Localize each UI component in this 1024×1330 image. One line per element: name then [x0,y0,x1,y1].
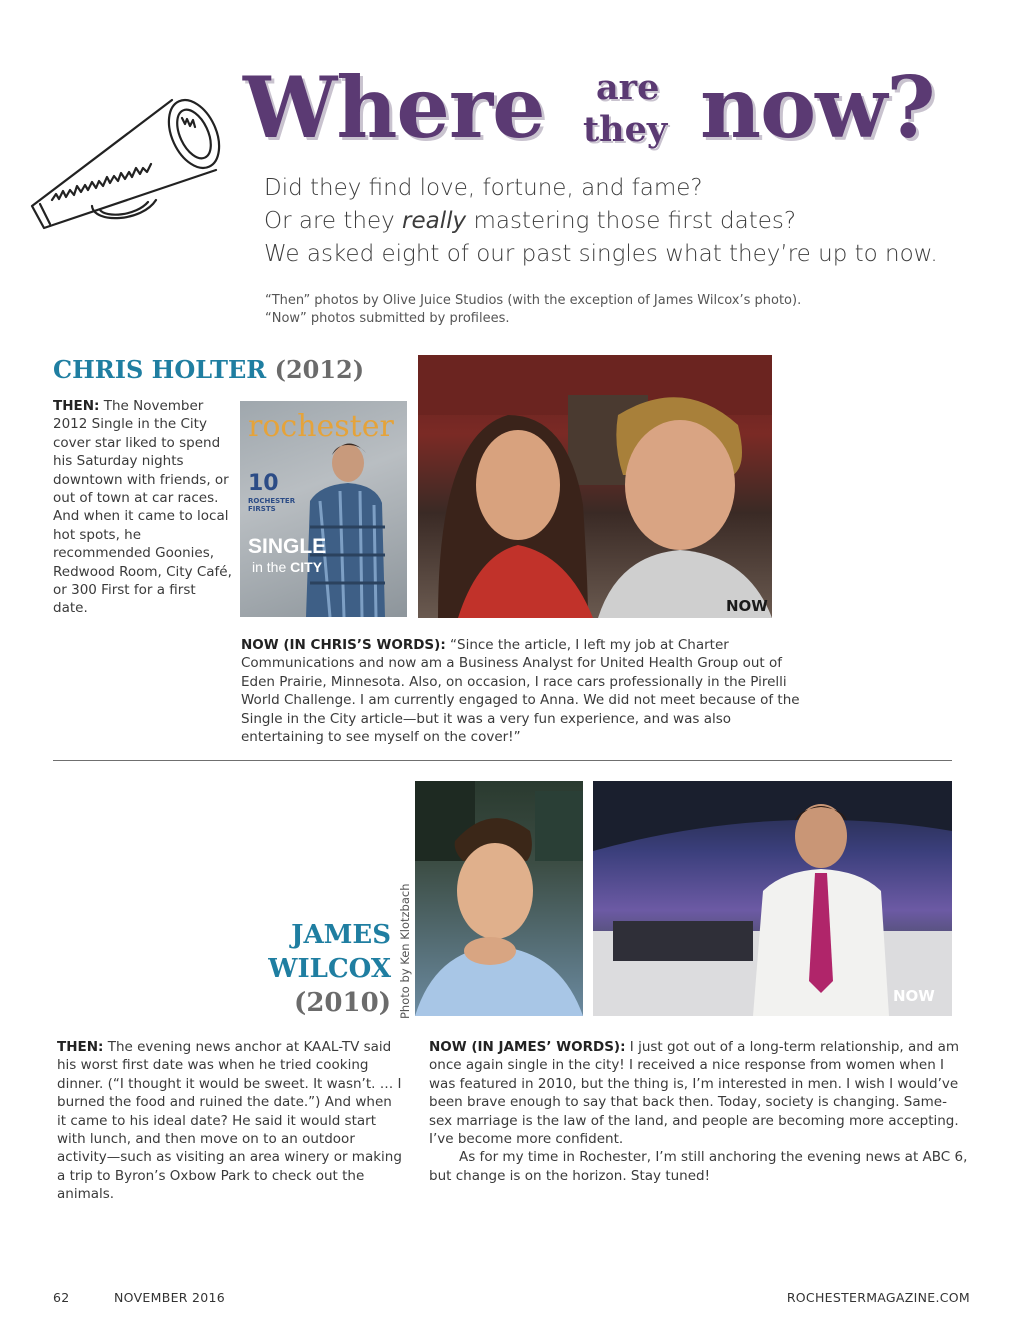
chris-name-heading [53,355,364,384]
chris-then-body: The November 2012 Single in the City cover star liked to spend his Saturday nights downtown with friends, or out of town at car races. And when it came to local hot spots, he recommended Goonies, Redwood Room, City Café, or 300 First for a first date. [53,398,232,617]
dek-line-1: Did they find love, fortune, and fame? [264,175,703,201]
cover-single: SINGLE [248,535,327,558]
chris-then-lead: THEN: [53,398,100,414]
chris-now-body: “Since the article, I left my job at Charter Communications and now am a Business Analyst for United Health Group out of Eden Prairie, Minnesota. Also, on occasion, I race cars professionally in the Pirelli World Challenge. I am currently engaged to Anna. We did not meet because of the Single in the City article—but it was a very fun experience, and was also entertaining to see myself on the cover!” [241,637,800,746]
james-photo-credit [398,877,418,1019]
chris-year: (2012) [274,355,365,384]
james-name-first: JAMES [291,920,391,950]
james-now-photo-illustration [593,781,952,1016]
dek [264,172,984,271]
title-they: they [583,109,668,150]
james-now-photo [593,781,952,1016]
cover-city [252,559,322,575]
chris-now-lead: NOW (IN CHRIS’S WORDS): [241,637,446,653]
title-where: Where [243,58,545,157]
magazine-cover-image [240,401,407,617]
james-now-body-p1: I just got out of a long-term relationship, and am once again single in the city! I received a nice response from women when I was featured in 2010, but the thing is, I’m interested in men. I wish I would’ve been brave enough to say that back then. Today, society is changing. Same-sex marriage is the law of the land, and people are becoming more accepting. I’ve become more confident. [429,1039,960,1148]
cover-city-word: CITY [290,559,323,575]
james-year: (2010) [294,988,391,1018]
james-then-text [57,1038,402,1204]
james-then-lead: THEN: [57,1039,104,1055]
title-now: now? [700,58,935,157]
dek-line-3: We asked eight of our past singles what they’re up to now. [264,241,938,267]
section-divider [53,760,952,761]
james-then-photo [415,781,583,1016]
cover-person-illustration [300,431,385,617]
james-now-body-p2: As for my time in Rochester, I’m still anchoring the evening news at ABC 6, but change is on the horizon. Stay tuned! [429,1149,968,1184]
megaphone-icon [22,88,232,240]
dek-line-2b: mastering those first dates? [466,208,797,234]
photo-credits [265,292,865,328]
page-number: 62 [53,1290,70,1305]
james-photo-credit-text: Photo by Ken Klotzbach [398,883,412,1019]
cover-in-the: in the [252,559,287,575]
website-link[interactable]: ROCHESTERMAGAZINE.COM [786,1290,970,1305]
cover-subhead: ROCHESTER FIRSTS [248,497,296,513]
cover-big-number: 10 [248,471,279,496]
chris-then-text [53,397,233,618]
james-now-label: NOW [893,987,935,1005]
james-name-last: WILCOX [268,954,391,984]
chris-now-photo [418,355,772,618]
james-now-lead: NOW (IN JAMES’ WORDS): [429,1039,626,1055]
james-then-body: The evening news anchor at KAAL-TV said his worst first date was when he tried cooking dinner. (“I thought it would be sweet. It wasn’t. … I burned the food and ruined the date.”) And when it came to his ideal date? He said it would start with lunch, and then move on to an outdoor activity—such as visiting an area winery or making a trip to Byron’s Oxbow Park to check out the animals. [57,1039,402,1203]
james-now-text [429,1038,969,1185]
chris-now-photo-illustration [418,355,772,618]
credit-then: “Then” photos by Olive Juice Studios (with the exception of James Wilcox’s photo). [265,293,802,308]
credit-now: “Now” photos submitted by profilees. [265,311,510,326]
dek-line-2a: Or are they [264,208,403,234]
issue-date: NOVEMBER 2016 [114,1290,226,1305]
dek-line-2 [264,205,984,238]
chris-name: CHRIS HOLTER [53,355,267,384]
james-name-heading [268,918,391,1020]
chris-now-label: NOW [726,597,768,615]
title-are: are [596,67,660,108]
james-then-photo-illustration [415,781,583,1016]
chris-now-text [241,636,801,746]
dek-line-2-emphasis: really [402,208,467,234]
cover-masthead: rochester [248,409,394,444]
